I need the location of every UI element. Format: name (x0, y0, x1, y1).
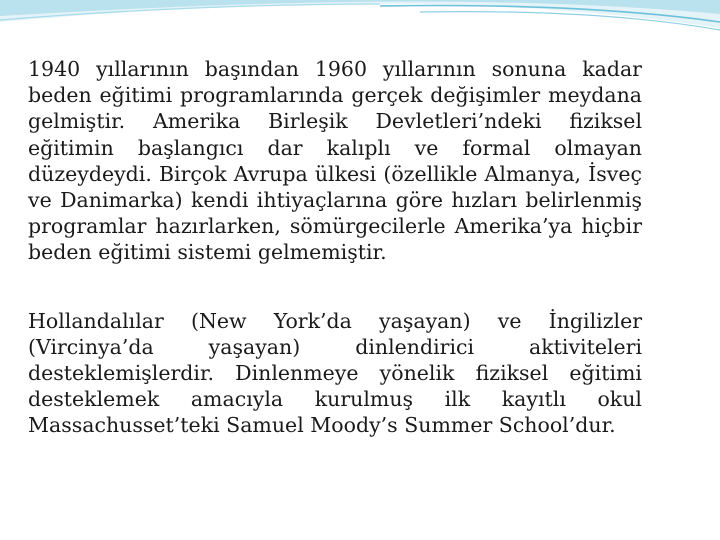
slide-text-body (28, 56, 642, 439)
paragraph-history: 1940 yıllarının başından 1960 yıllarının sonuna kadar beden eğitimi programlarında gerçek değişimler meydana gelmiştir. Amerika Birleşik Devletleri’ndeki fiziksel eğitimin başlangıcı dar kalıplı ve formal olmayan düzeydeydi. Birçok Avrupa ülkesi (özellikle Almanya, İsveç ve Danimarka) kendi ihtiyaçlarına göre hızları belirlenmiş programlar hazırlarken, sömürgecilerle Amerika’ya hiçbir beden eğitimi sistemi gelmemiştir. (28, 57, 642, 265)
paragraph-recreation: Hollandalılar (New York’da yaşayan) ve İngilizler (Vircinya’da yaşayan) dinlendirici aktiviteleri desteklemişlerdir. Dinlenmeye yönelik fiziksel eğitimi desteklemek amacıyla kurulmuş ilk kayıtlı okul Massachusset’teki Samuel Moody’s Summer School’dur. (28, 308, 642, 438)
